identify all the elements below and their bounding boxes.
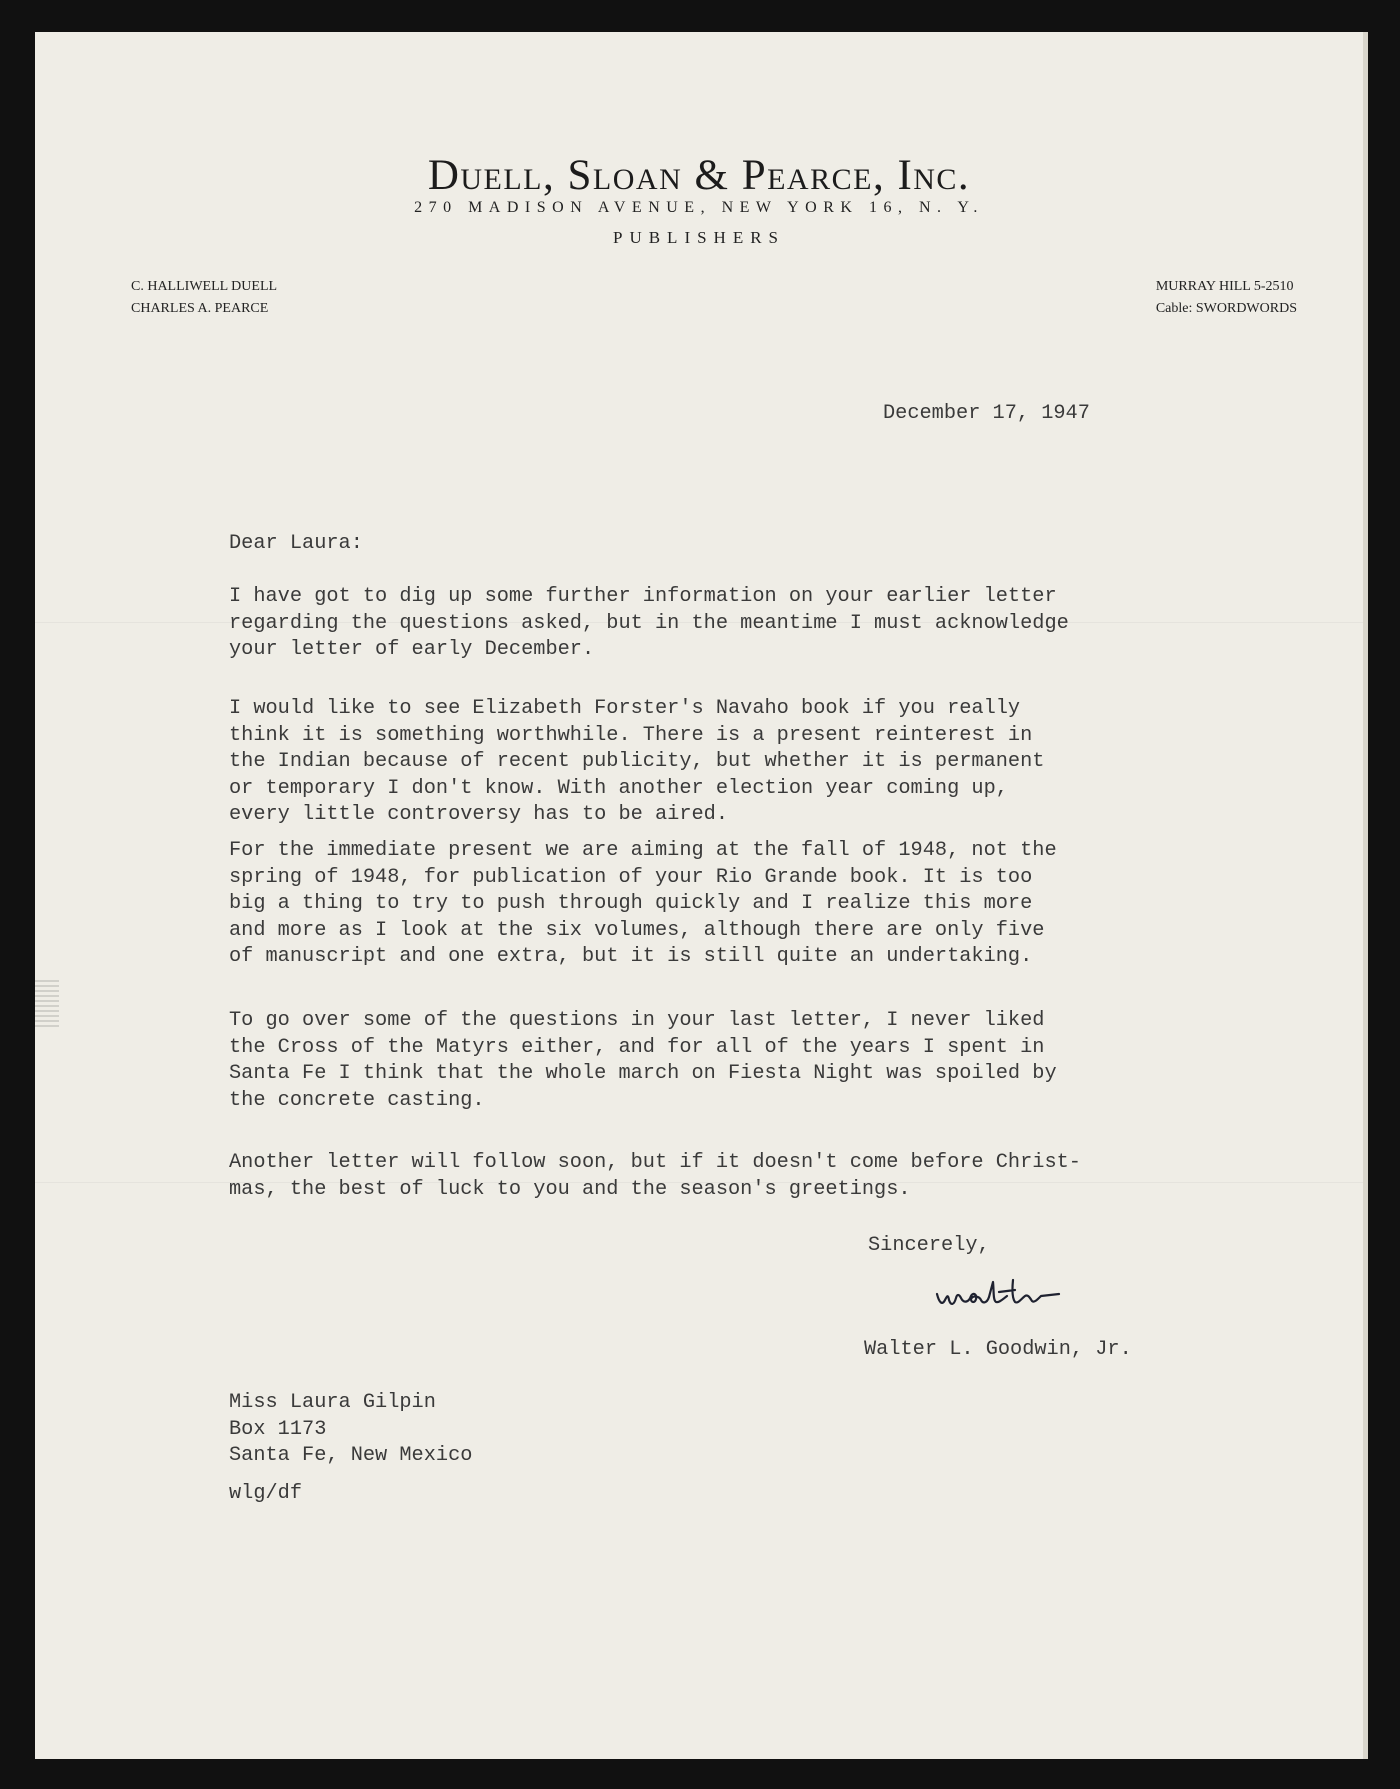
letterhead-contact <box>1156 276 1297 320</box>
letter-date: December 17, 1947 <box>883 402 1090 425</box>
salutation: Dear Laura: <box>229 532 363 555</box>
body-paragraph <box>229 1008 1229 1114</box>
text-line: For the immediate present we are aiming at the fall of 1948, not the <box>229 839 1057 862</box>
letterhead-company: Duell, Sloan & Pearce, Inc. <box>427 152 971 199</box>
text-line: think it is something worthwhile. There is a present reinterest in <box>229 723 1033 747</box>
body-paragraph <box>229 1150 1229 1203</box>
text-line: spring of 1948, for publication of your Rio Grande book. It is too <box>229 865 1033 889</box>
letterhead-phone: MURRAY HILL 5-2510 <box>1155 279 1294 294</box>
page-edge <box>1363 32 1368 1759</box>
text-line: every little controversy has to be aired. <box>229 803 728 826</box>
text-line: I have got to dig up some further information on your earlier letter <box>229 585 1057 608</box>
text-line: regarding the questions asked, but in the meantime I must acknowledge <box>229 611 1069 635</box>
body-paragraph <box>229 696 1229 829</box>
text-line: To go over some of the questions in your last letter, I never liked <box>229 1009 1045 1032</box>
letterhead-address: 270 MADISON AVENUE, NEW YORK 16, N. Y. <box>414 199 984 216</box>
closing: Sincerely, <box>868 1234 990 1257</box>
text-line: your letter of early December. <box>229 638 595 661</box>
text-line: mas, the best of luck to you and the season's greetings. <box>229 1177 911 1201</box>
text-line: Santa Fe I think that the whole march on Fiesta Night was spoiled by <box>229 1062 1057 1085</box>
recipient-address <box>229 1390 1229 1470</box>
body-paragraph <box>229 838 1229 971</box>
body-paragraph <box>229 584 1229 664</box>
partner-name: C. HALLIWELL DUELL <box>131 279 278 294</box>
text-line: the concrete casting. <box>229 1088 485 1112</box>
text-line: the Cross of the Matyrs either, and for all of the years I spent in <box>229 1035 1045 1059</box>
address-line: Santa Fe, New Mexico <box>229 1444 473 1467</box>
text-line: Another letter will follow soon, but if it doesn't come before Christ- <box>229 1151 1081 1174</box>
text-line: of manuscript and one extra, but it is still quite an undertaking. <box>229 945 1033 968</box>
handwritten-signature <box>933 1272 1063 1316</box>
letterhead-partners <box>131 276 277 320</box>
letter-page <box>35 32 1363 1759</box>
text-line: big a thing to try to push through quickly and I realize this more <box>229 892 1033 915</box>
text-line: or temporary I don't know. With another election year coming up, <box>229 776 1008 800</box>
text-line: I would like to see Elizabeth Forster's Navaho book if you really <box>229 697 1021 720</box>
partner-name: CHARLES A. PEARCE <box>131 301 269 316</box>
address-line: Box 1173 <box>229 1417 327 1441</box>
letterhead-cable: Cable: SWORDWORDS <box>1155 301 1297 316</box>
paper-smudge <box>35 977 59 1027</box>
letterhead-tagline: PUBLISHERS <box>612 228 786 247</box>
reference-initials: wlg/df <box>229 1482 303 1505</box>
signer-name: Walter L. Goodwin, Jr. <box>864 1338 1132 1361</box>
text-line: and more as I look at the six volumes, although there are only five <box>229 918 1045 942</box>
text-line: the Indian because of recent publicity, but whether it is permanent <box>229 750 1045 773</box>
address-line: Miss Laura Gilpin <box>229 1391 436 1414</box>
